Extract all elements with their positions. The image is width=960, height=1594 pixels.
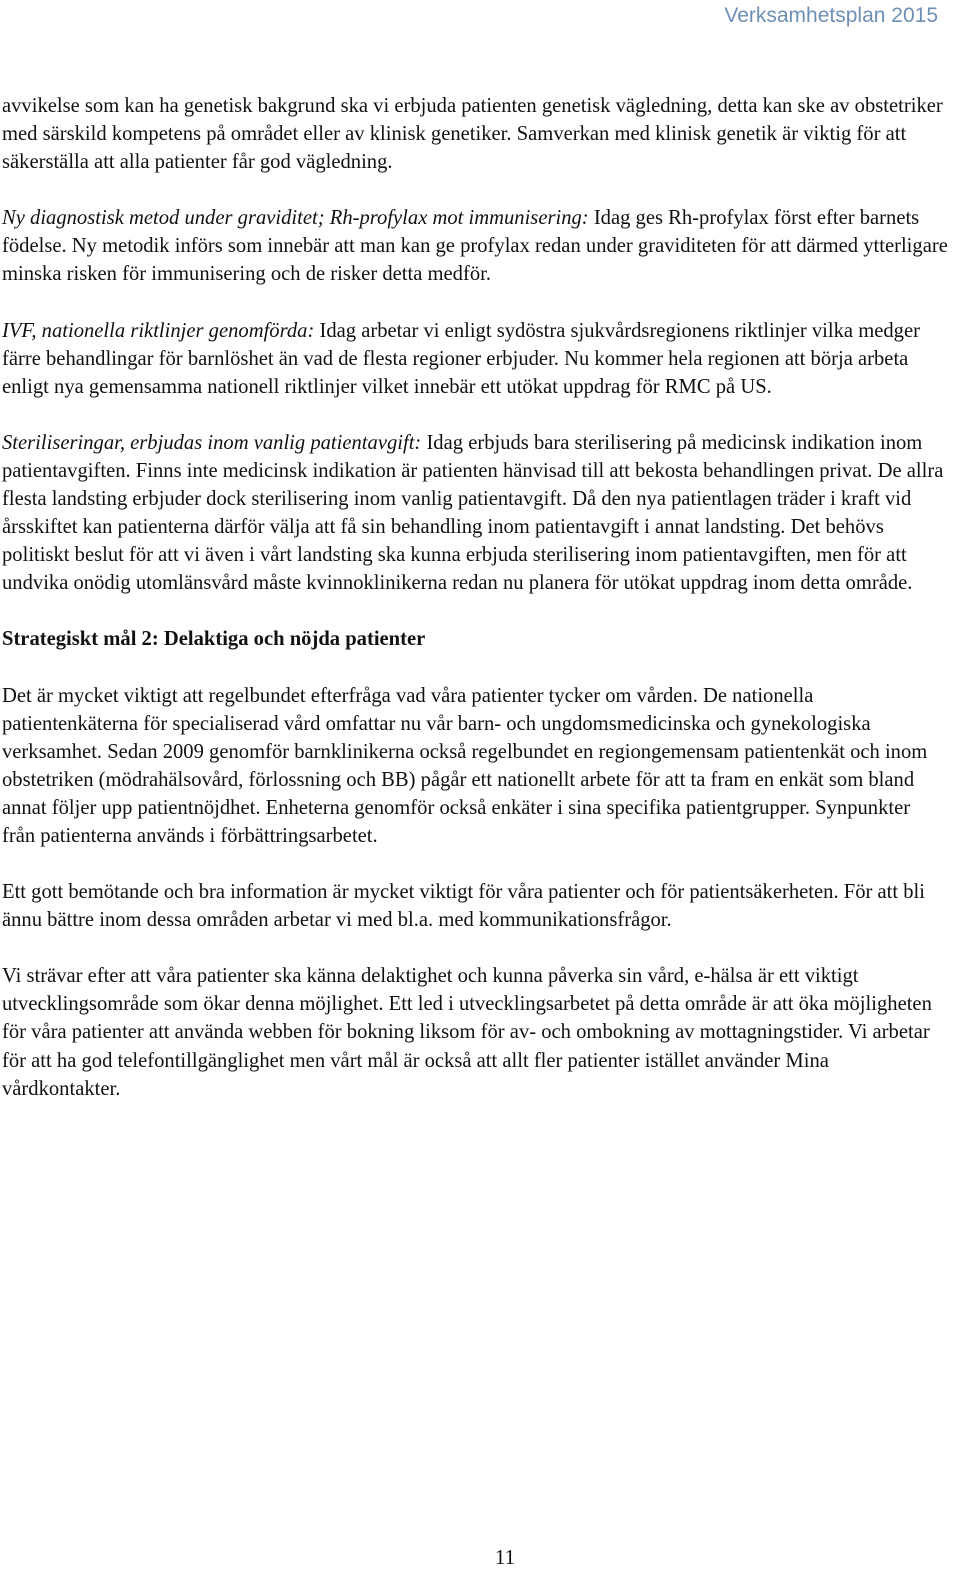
paragraph-text: Idag ges Rh-profylax först efter barnets födelse. Ny metodik införs som innebär att man kan ge profylax redan under graviditeten för att därmed ytterligare minska risken för immunisering och de risker detta medför. [2, 207, 948, 286]
paragraph-communication: Ett gott bemötande och bra information är mycket viktigt för våra patienter och för patientsäkerheten. För att bli ännu bättre inom dessa områden arbetar vi med bl.a. med kommunikationsfrågor. [2, 881, 925, 932]
paragraph-genetic-guidance [2, 92, 948, 176]
document-body [2, 92, 948, 1131]
paragraph-rh-prophylaxis [2, 204, 948, 288]
paragraph-text: Idag arbetar vi enligt sydöstra sjukvårdsregionens riktlinjer vilka medger färre behandlingar för barnlöshet än vad de flesta regioner erbjuder. Nu kommer hela regionen att börja arbeta enligt nya gemensamma nationell riktlinjer vilket innebär ett utökat uppdrag för RMC på US. [2, 319, 920, 398]
paragraph-lead: IVF, nationella riktlinjer genomförda: [2, 319, 315, 342]
paragraph-lead: Ny diagnostisk metod under graviditet; Rh-profylax mot immunisering: [2, 207, 589, 230]
page-number: 11 [494, 1545, 516, 1569]
paragraph-text: avvikelse som kan ha genetisk bakgrund ska vi erbjuda patienten genetisk vägledning, detta kan ske av obstetriker med särskild kompetens på området eller av klinisk genetiker. Samverkan med klinisk genetik är viktig för att säkerställa att alla patienter får god vägledning. [2, 95, 943, 174]
section-heading: Strategiskt mål 2: Delaktiga och nöjda patienter [2, 628, 426, 651]
paragraph-lead: Steriliseringar, erbjudas inom vanlig patientavgift: [2, 431, 422, 454]
paragraph-ehealth: Vi strävar efter att våra patienter ska känna delaktighet och kunna påverka sin vård, e-hälsa är ett viktigt utvecklingsområde som ökar denna möjlighet. Ett led i utvecklingsarbetet på detta område är att öka möjligheten för våra patienter att använda webben för bokning liksom för av- och ombokning av mottagningstider. Vi arbetar för att ha god telefontillgänglighet men vårt mål är också att allt fler patienter istället använder Mina vårdkontakter. [2, 965, 932, 1100]
paragraph-sterilization [2, 429, 948, 598]
paragraph-ivf [2, 317, 948, 401]
paragraph-patient-surveys: Det är mycket viktigt att regelbundet efterfråga vad våra patienter tycker om vården. De nationella patientenkäterna för specialiserad vård omfattar nu vår barn- och ungdomsmedicinska och gynekologiska verksamhet. Sedan 2009 genomför barnklinikerna också regelbundet en regiongemensam patientenkät och inom obstetriken (mödrahälsovård, förlossning och BB) pågår ett nationellt arbete för att ta fram en enkät som bland annat följer upp patientnöjdhet. Enheterna genomför också enkäter i sina specifika patientgrupper. Synpunkter från patienterna används i förbättringsarbetet. [2, 684, 928, 847]
paragraph-text: Idag erbjuds bara sterilisering på medicinsk indikation inom patientavgiften. Finns inte medicinsk indikation är patienten hänvisad till att bekosta behandlingen privat. De allra flesta landsting erbjuder dock sterilisering inom vanlig patientavgift. Då den nya patientlagen träder i kraft vid årsskiftet kan patienterna därför välja att få sin behandling inom patientavgift i annat landsting. Det behövs politiskt beslut för att vi även i vårt landsting ska kunna erbjuda sterilisering inom patientavgiften, men för att undvika onödig utomlänsvård måste kvinnoklinikerna redan nu planera för utökat uppdrag inom detta område. [2, 431, 944, 595]
page-header-title: Verksamhetsplan 2015 [724, 4, 938, 27]
